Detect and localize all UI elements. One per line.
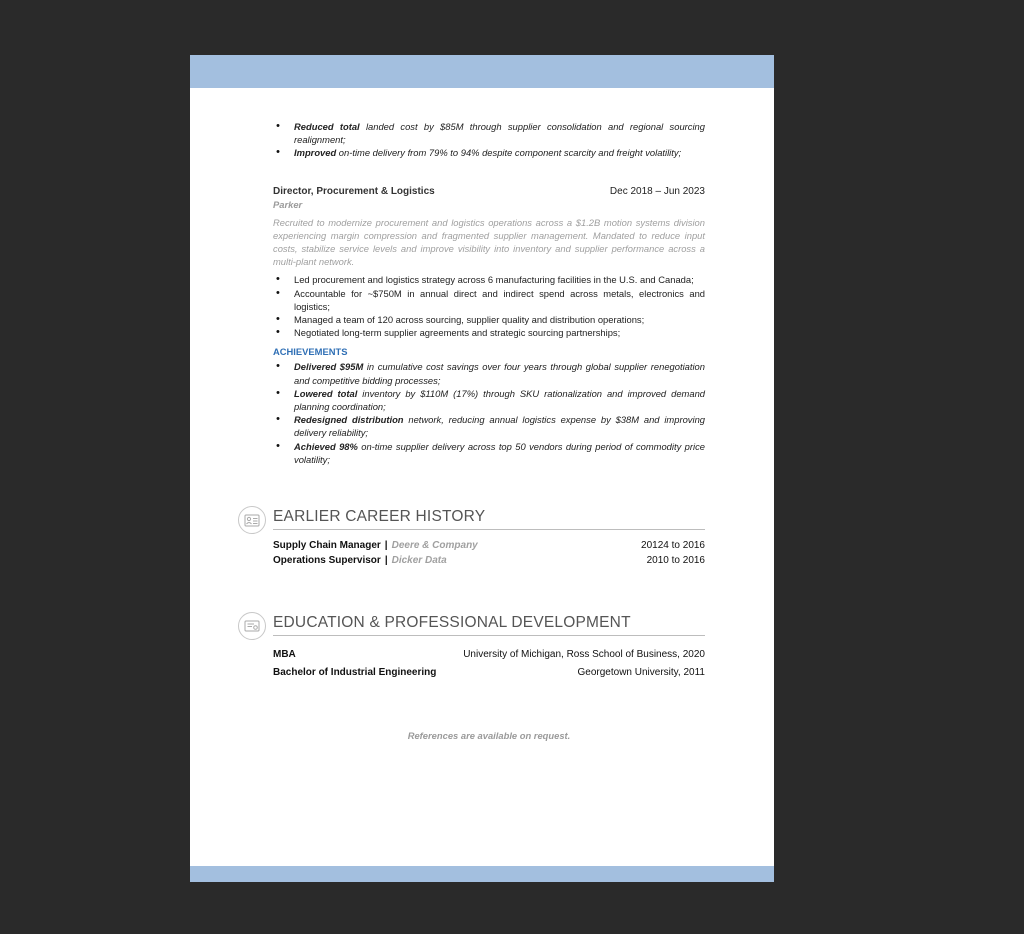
- list-item: • Managed a team of 120 across sourcing, supplier quality and distribution operations;: [273, 313, 705, 326]
- section-header: [273, 614, 705, 636]
- job-company: Parker: [273, 198, 303, 210]
- list-item: • Reduced total landed cost by $85M through supplier consolidation and regional sourcing realignment;: [273, 120, 705, 146]
- section-header: [273, 508, 705, 530]
- school: Georgetown University, 2011: [577, 667, 705, 679]
- header-band: [190, 55, 774, 88]
- id-card-icon: [238, 506, 266, 534]
- list-item: • Delivered $95M in cumulative cost savings over four years through global supplier renegotiation and competitive bidding processes;: [273, 360, 705, 386]
- table-row: Supply Chain Manager | Deere & Company 20124 to 2016: [273, 540, 705, 552]
- previous-role-bullets: [273, 120, 705, 160]
- duties-list: [273, 273, 705, 339]
- school: University of Michigan, Ross School of Business, 2020: [463, 649, 705, 661]
- role: Supply Chain Manager: [273, 540, 381, 552]
- resume-page: [190, 55, 774, 882]
- list-item: • Lowered total inventory by $110M (17%) through SKU rationalization and improved demand planning coordination;: [273, 387, 705, 413]
- table-row: Operations Supervisor | Dicker Data 2010 to 2016: [273, 555, 705, 567]
- job-title: Director, Procurement & Logistics: [273, 185, 435, 197]
- company: Dicker Data: [391, 555, 447, 567]
- company: Deere & Company: [391, 540, 478, 552]
- table-row: [273, 664, 705, 682]
- education-section: [273, 614, 705, 682]
- resume-content: [273, 120, 705, 741]
- list-item: • Redesigned distribution network, reducing annual logistics expense by $38M and improving delivery reliability;: [273, 413, 705, 439]
- table-row: [273, 646, 705, 664]
- achievements-list: [273, 360, 705, 466]
- list-item: • Negotiated long-term supplier agreements and strategic sourcing partnerships;: [273, 326, 705, 339]
- job-summary: Recruited to modernize procurement and logistics operations across a $1.2B motion systems division experiencing margin compression and fragmented supplier management. Mandated to reduce input costs, stabilize service levels and improve visibility into inventory and supplier performance across a multi-plant network.: [273, 216, 705, 268]
- job-dates: Dec 2018 – Jun 2023: [609, 185, 705, 197]
- degree: Bachelor of Industrial Engineering: [273, 667, 437, 679]
- section-title: EARLIER CAREER HISTORY: [273, 508, 486, 526]
- achievements-heading: ACHIEVEMENTS: [273, 346, 348, 358]
- earlier-career-section: [273, 508, 705, 568]
- references-note: References are available on request.: [407, 730, 571, 742]
- list-item: • Accountable for ~$750M in annual direct and indirect spend across metals, electronics and logistics;: [273, 287, 705, 313]
- list-item: • Led procurement and logistics strategy across 6 manufacturing facilities in the U.S. and Canada;: [273, 273, 705, 286]
- degree: MBA: [273, 649, 296, 661]
- role: Operations Supervisor: [273, 555, 381, 567]
- list-item: • Achieved 98% on-time supplier delivery across top 50 vendors during period of commodity price volatility;: [273, 440, 705, 466]
- dates: 20124 to 2016: [641, 540, 705, 552]
- job-header: [273, 186, 705, 197]
- certificate-icon: [238, 612, 266, 640]
- dates: 2010 to 2016: [646, 555, 705, 567]
- list-item: • Improved on-time delivery from 79% to 94% despite component scarcity and freight volatility;: [273, 146, 705, 159]
- section-title: EDUCATION & PROFESSIONAL DEVELOPMENT: [273, 614, 631, 632]
- footer-band: [190, 866, 774, 882]
